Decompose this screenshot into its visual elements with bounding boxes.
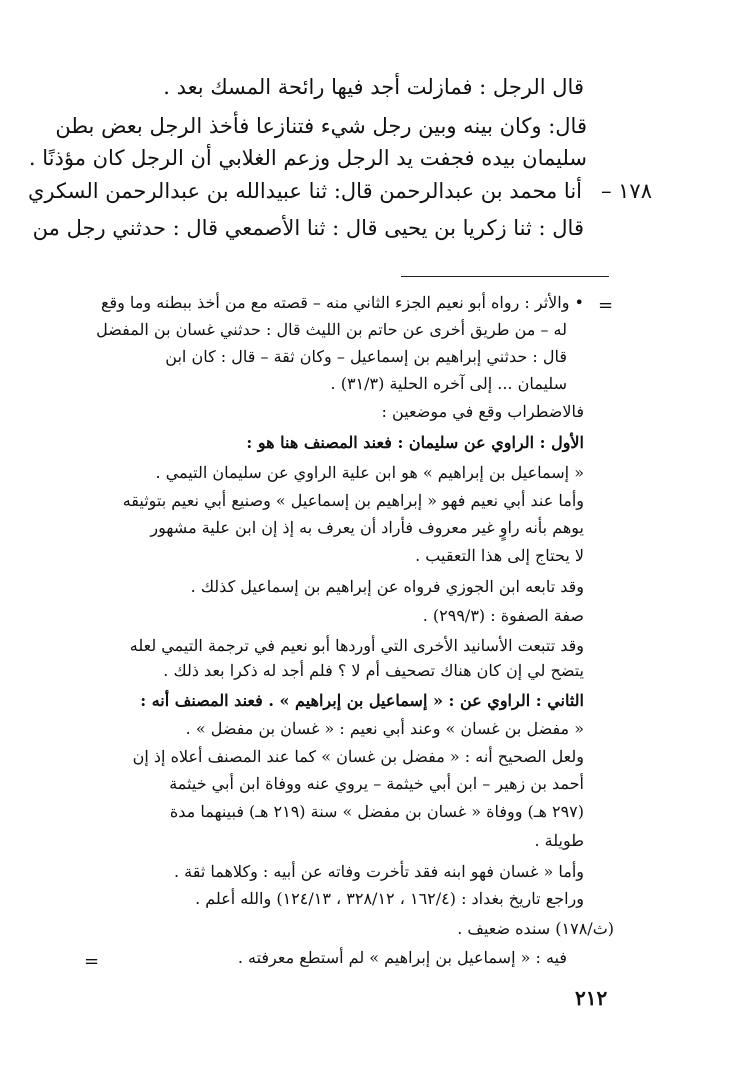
footnote-line: لا يحتاج إلى هذا التعقيب .: [415, 546, 584, 565]
footnote-line: وقد تتبعت الأسانيد الأخرى التي أوردها أبو نعيم في ترجمة التيمي لعله: [129, 636, 584, 655]
continuation-mark: =: [598, 295, 614, 316]
main-line: قال: وكان بينه وبين رجل شيء فتنازعا فأخذ الرجل بعض بطن: [55, 114, 587, 138]
footnote-line: (ث/١٧٨) سنده ضعيف .: [457, 919, 614, 938]
footnote-line: سليمان ... إلى آخره الحلية (٣١/٣) .: [330, 374, 567, 393]
entry-line: قال : ثنا زكريا بن يحيى قال : ثنا الأصمعي قال : حدثني رجل من: [32, 216, 584, 240]
footnote-line: وأما عند أبي نعيم فهو « إبراهيم بن إسماعيل » وصنيع أبي نعيم بتوثيقه: [122, 491, 584, 510]
footnote-line: « مفضل بن غسان » وعند أبي نعيم : « غسان بن مفضل » .: [185, 719, 584, 738]
footnote-line: قال : حدثني إبراهيم بن إسماعيل – وكان ثقة – قال : كان ابن: [165, 347, 567, 366]
footnote-line: أحمد بن زهير – ابن أبي خيثمة – يروي عنه ووفاة ابن أبي خيثمة: [169, 774, 584, 793]
footnote-line: « إسماعيل بن إبراهيم » هو ابن علية الراوي عن سليمان التيمي .: [155, 463, 584, 482]
footnote-line: وقد تابعه ابن الجوزي فرواه عن إبراهيم بن إسماعيل كذلك .: [190, 577, 584, 596]
footnote-line: فالاضطراب وقع في موضعين :: [381, 402, 584, 421]
footnote-line: • والأثر : رواه أبو نعيم الجزء الثاني منه – قصته مع من أخذ ببطنه وما وقع: [100, 293, 584, 312]
footnote-line: فيه : « إسماعيل بن إبراهيم » لم أستطع معرفته .: [237, 948, 567, 967]
footnote-line: طويلة .: [534, 831, 584, 850]
footnote-line: صفة الصفوة : (٢٩٩/٣) .: [422, 606, 584, 625]
footnote-line: وراجع تاريخ بغداد : (١٦٢/٤ ، ٣٢٨/١٢ ، ١٢٤/١٣) والله أعلم .: [195, 889, 584, 908]
entry-number: ١٧٨ –: [600, 179, 652, 203]
footnote-line: الثاني : الراوي عن : « إسماعيل بن إبراهيم » . فعند المصنف أنه :: [140, 691, 584, 710]
main-line: سليمان بيده فجفت يد الرجل وزعم الغلابي أن الرجل كان مؤذنًا .: [28, 146, 587, 170]
main-line: قال الرجل : فمازلت أجد فيها رائحة المسك بعد .: [163, 75, 584, 99]
footnote-separator: [401, 276, 609, 277]
footnote-line: ولعل الصحيح أنه : « مفضل بن غسان » كما عند المصنف أعلاه إذ إن: [132, 747, 584, 766]
entry-line: أنا محمد بن عبدالرحمن قال: ثنا عبيدالله بن عبدالرحمن السكري: [27, 179, 582, 203]
footnote-line: الأول : الراوي عن سليمان : فعند المصنف هنا هو :: [246, 433, 584, 452]
end-mark: =: [84, 951, 100, 972]
footnote-line: يتضح لي إن كان هناك تصحيف أم لا ؟ فلم أجد له ذكرا بعد ذلك .: [163, 661, 584, 680]
page-number: ٢١٢: [575, 986, 608, 1010]
footnote-line: له – من طريق أخرى عن حاتم بن الليث قال : حدثني غسان بن المفضل: [96, 320, 567, 339]
footnote-line: وأما « غسان فهو ابنه فقد تأخرت وفاته عن أبيه : وكلاهما ثقة .: [174, 862, 584, 881]
footnote-line: يوهم بأنه راوٍ غير معروف فأراد أن يعرف به إذ إن ابن علية مشهور: [150, 518, 584, 537]
footnote-line: (٢٩٧ هـ) ووفاة « غسان بن مفضل » سنة (٢١٩ هـ) فبينهما مدة: [169, 802, 584, 821]
